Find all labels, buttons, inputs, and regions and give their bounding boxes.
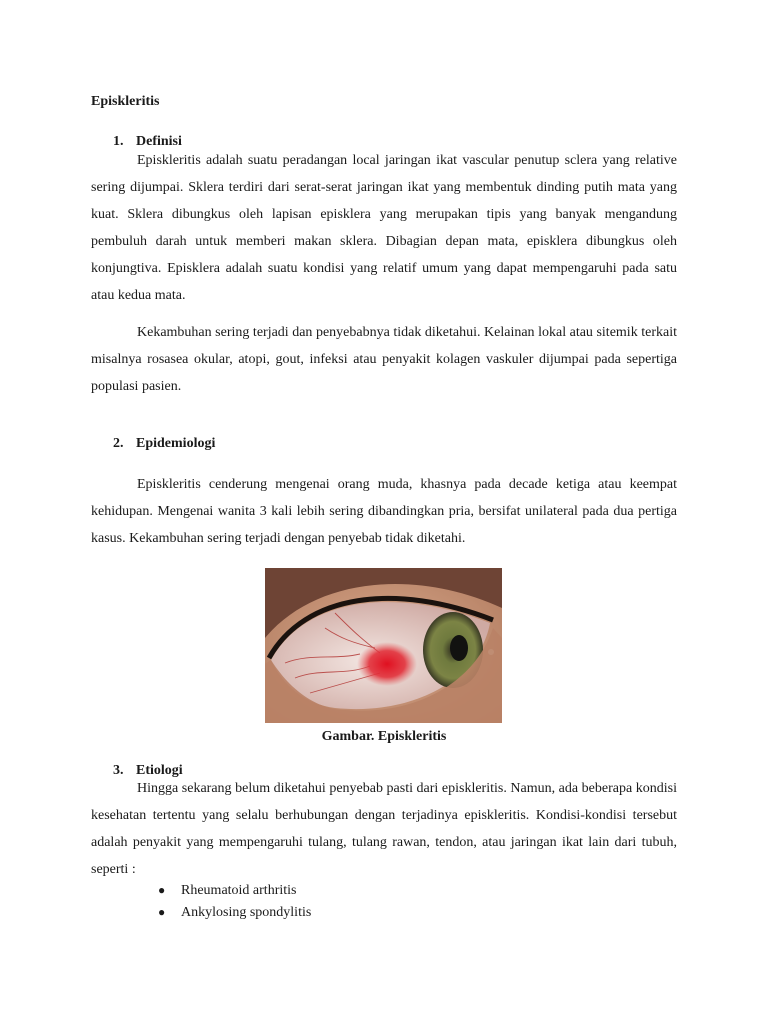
paragraph-epidemiologi: Episkleritis cenderung mengenai orang muda, khasnya pada decade ketiga atau keempat kehidupan. Mengenai wanita 3 kali lebih sering dibandingkan pria, bersifat unilateral pada dua pertiga kasus. Kekambuhan sering terjadi dengan penyebab tidak diketahi. (91, 477, 677, 546)
list-item (158, 879, 311, 901)
section-heading-epidemiologi (113, 436, 215, 452)
section-number: 3. (113, 763, 124, 778)
episcleritis-eye-photo (265, 568, 502, 723)
list-item (158, 901, 311, 923)
paragraph-definisi-1: Episkleritis adalah suatu peradangan local jaringan ikat vascular penutup sclera yang relative sering dijumpai. Sklera terdiri dari serat-serat jaringan ikat yang membentuk dinding putih mata yang kuat. Sklera dibungkus oleh lapisan episklera yang merupakan tipis yang banyak mengandung pembuluh darah untuk memberi makan sklera. Dibagian depan mata, episklera dibungkus oleh konjungtiva. Episklera adalah suatu kondisi yang relatif umum yang dapat mempengaruhi pada satu atau kedua mata. (91, 153, 677, 303)
section-title: Epidemiologi (136, 436, 216, 451)
section-number: 1. (113, 134, 124, 149)
section-number: 2. (113, 436, 124, 451)
paragraph-definisi-2: Kekambuhan sering terjadi dan penyebabnya tidak diketahui. Kelainan lokal atau sitemik terkait misalnya rosasea okular, atopi, gout, infeksi atau penyakit kolagen vaskuler dijumpai pada sepertiga populasi pasien. (91, 325, 677, 394)
bullet-list (158, 879, 311, 923)
list-item-text: Rheumatoid arthritis (181, 883, 297, 898)
section-title: Etiologi (136, 763, 183, 778)
figure-caption: Gambar. Episkleritis (321, 729, 447, 744)
paragraph-etiologi: Hingga sekarang belum diketahui penyebab pasti dari episkleritis. Namun, ada beberapa kondisi kesehatan tertentu yang selalu berhubungan dengan terjadinya episkleritis. Kondisi-kondisi tersebut adalah penyakit yang mempengaruhi tulang, tulang rawan, tendon, atau jaringan ikat lain dari tubuh, seperti : (91, 781, 677, 877)
bullet-icon: ● (158, 905, 166, 919)
list-item-text: Ankylosing spondylitis (181, 905, 312, 920)
bullet-icon: ● (158, 883, 166, 897)
document-title: Episkleritis (91, 94, 160, 109)
section-title: Definisi (136, 134, 182, 149)
